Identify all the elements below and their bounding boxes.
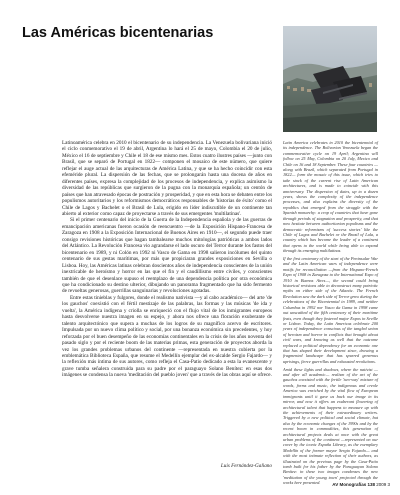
author-signature: Luis Fernández-Galiano	[220, 463, 272, 469]
footer-label: AV Monografías 138	[332, 482, 375, 487]
article-paragraph: Si el primer centenario del inicio de la Guerra de la Independencia española y de las guerras de emancipación americanas fueron ocasión de reencuentro —de la Exposición Hispano-Francesa de Zaragoza en 1908 a la Exposición Internacional de Buenos Aires en 1910—, el segundo puede traer consigo revisiones históricas que hagan tambalearse muchos mitologías patrióticas a ambos lados del Atlántico. La Revolución Francesa vio agrandarse el lado oscuro del Terror durante los fastos del bicentenario en 1989, y ni Colón en 1992 ni Vasco de Gama en 1998 salieron incólumes del quinto centenario de sus gestas marítimas, por más que propiciaran grandes exposiciones en Sevilla o Lisboa. Hoy, las Américas latinas celebran doscientos años de independencia conscientes de la unión inextricable de heroísmo y horror en las que el fin y el caudillismo entre civiles, y conscientes también de que el desenlace supuso el reemplazo de una dependencia política por otra económica que ha condicionado su destino ulterior, dibujando un panorama fragmentado que ha sido fermento de revueltas generosas, guerrillas sanguinarias y revoluciones agotadas.	[62, 217, 272, 295]
page-footer	[310, 482, 390, 488]
article-paragraph: Latinoamérica celebra en 2010 el bicentenario de su independencia. La Venezuela bolivariana inició el ciclo conmemorativo el 19 de abril, Argentina lo hará el 25 de mayo, Colombia el 20 de julio, México el 16 de septiembre y Chile el 18 de ese mismo mes. Estos cuatro ilustres países —junto con Brasil, que se separó de Portugal en 1822— componen el mosaico de este número, que quiere reflejar el auge actual de las arquitecturas de América Latina, y que se ha hecho coincidir con esta efeméride plural. La dispersión de las fechas, que se prolongarán hasta una docena de años en diferentes países, expresa la complejidad de los procesos de independencia, y explica asimismo la diversidad de las repúblicas que surgieron de la pugna con la monarquía española; un centón de países que han atravesado épocas de postración y prosperidad, y que en esta hora se debaten entre los populismos autoritarios y los reformismos democráticos responsables de 'historias de éxito' como el Chile de Lagos y Bachelet o el Brasil de Lula, erigido en líder indiscutible de un continente tan abierto al exterior como capaz de proyectarse a través de sus emergentes 'multilatinas'.	[62, 140, 273, 217]
building-photo-image	[283, 26, 377, 132]
english-translation	[283, 140, 378, 488]
article-title: Las Américas bicentenarias	[22, 25, 214, 41]
footer-page-number: 2009 3	[374, 482, 390, 487]
translation-paragraph: Latin America celebrates in 2010 the bicentennial of its independence. The Bolivarian Venezuela began the commemorative cycle on 19 April; Argentina will follow on 25 May, Colombia on 20 July, Mexico and Chile on 16 and 18 September. These four countries —along with Brazil, which separated from Portugal in 1822— form the mosaic of this issue, which tries to take stock of the current rise of Latin American architectures, and is made to coincide with this anniversary. The dispersion of dates, up to a dozen years, shows the complexity of the independence processes, and also explains the diversity of the republics that emerged from the struggle with the Spanish monarchy: a crop of countries that have gone through periods of stagnation and prosperity, and that now hesitate between authoritarian populisms and the democratic reformisms of 'success stories' like the Chile of Lagos and Bachelet or the Brazil of Lula, a country which has become the leader of a continent that opens to the world while being able to expand through its emerging multilatinas.	[283, 140, 378, 254]
building-photo	[283, 26, 377, 132]
translation-paragraph: If the first centenary of the start of the Peninsular War and the Latin American wars of independence were motifs for reconciliation —from the Hispano-French Expo of 1908 in Zaragoza to the International Expo of 1910 in Buenos Aires—, the second could bring historical revisions able to deconstruct many patriotic myths on either side of the Atlantic. The French Revolution saw the dark side of Terror grow during the celebrations of the Bicentennial in 1989, and neither Columbus in 1992 nor Vasco da Gama in 1998 came out unscathed of the fifth centenary of their maritime feats, even though they fostered major Expos in Seville or Lisbon. Today, the Latin Americas celebrate 200 years of independence conscious of the tangled union of heroism and horror in conflicts that brought about civil wars, and knowing as well that the outcome replaced a political dependency for an economic one that has shaped their development since, drawing a fragmented landscape that has spurred generous uprisings, fierce guerrillas and exhausted revolutions.	[283, 256, 378, 364]
translation-paragraph: Amid these lights and shadows, where the nativist —and after all academic— realism of the art of the gauchos coexisted with the fertile 'two-way' mixture of words, forms and music, the indigenous and creole America was enriched by the vital flow of European immigrants until it gave us back our image in its mirror, and now it offers an exuberant flowering of architectural talent that happens to measure up with the achievements of their extraordinary writers. Triggered by a new political and social climate, but also by the economic changes of the 1990s and by the recent boom in commodities, this generation of architectural projects deals at once with the great urban problems of the continent —represented on our cover by the iconic España Library, as the exemplary Medellín of the former mayor Sergio Fajardo— and with the most intimate reflection of their authors, as illustrated on the previous page by the Casa-Patio tomb built for his father by the Paraguayan Solano Benítez: in these two images condenses the new 'meditation of the young town' projected through the works here presented.	[283, 366, 378, 486]
article-paragraph: Entre estas tinieblas y fulgores, donde el realismo nativista —y al cabo académico— del arte 'de los gauchos' coexistió con el fértil mestizaje de las palabras, las formas y las músicas 'de ida y vuelta', la América indígena y criolla se enriqueció con el flujo vital de los inmigrantes europeos hasta desvolverse nuestra imagen en su espejo, y ahora nos ofrece una floración exuberante de talento arquitectónico que supera a muchas de los logros de su magnífico acervo de escritores. Impulsada por un nuevo clima político y social, por una bonanza económica sin precedentes, y hoy reforzada por el buen desempeño de las economías continentales en la crisis de los años noventa del pasado siglo y por el reciente boom de las materias primas, esta generación de proyectos aborda la vez los grandes problemas urbanos del continente —representada en nuestra cubierta por la emblemática Biblioteca España, que resume el Medellín ejemplar del ex-alcalde Sergio Fajardo— y la reflexión más íntima de sus autores, como refleja el Casa-Patio dedicado a esta la evanescente y grave tumba señalera construida para su padre por el paraguayo Solano Benítez: en esas dos imágenes se condensa la nueva 'meditación del pueblo joven' que a través de las obras aquí se ofrece.	[62, 294, 272, 379]
article-body	[62, 140, 272, 379]
